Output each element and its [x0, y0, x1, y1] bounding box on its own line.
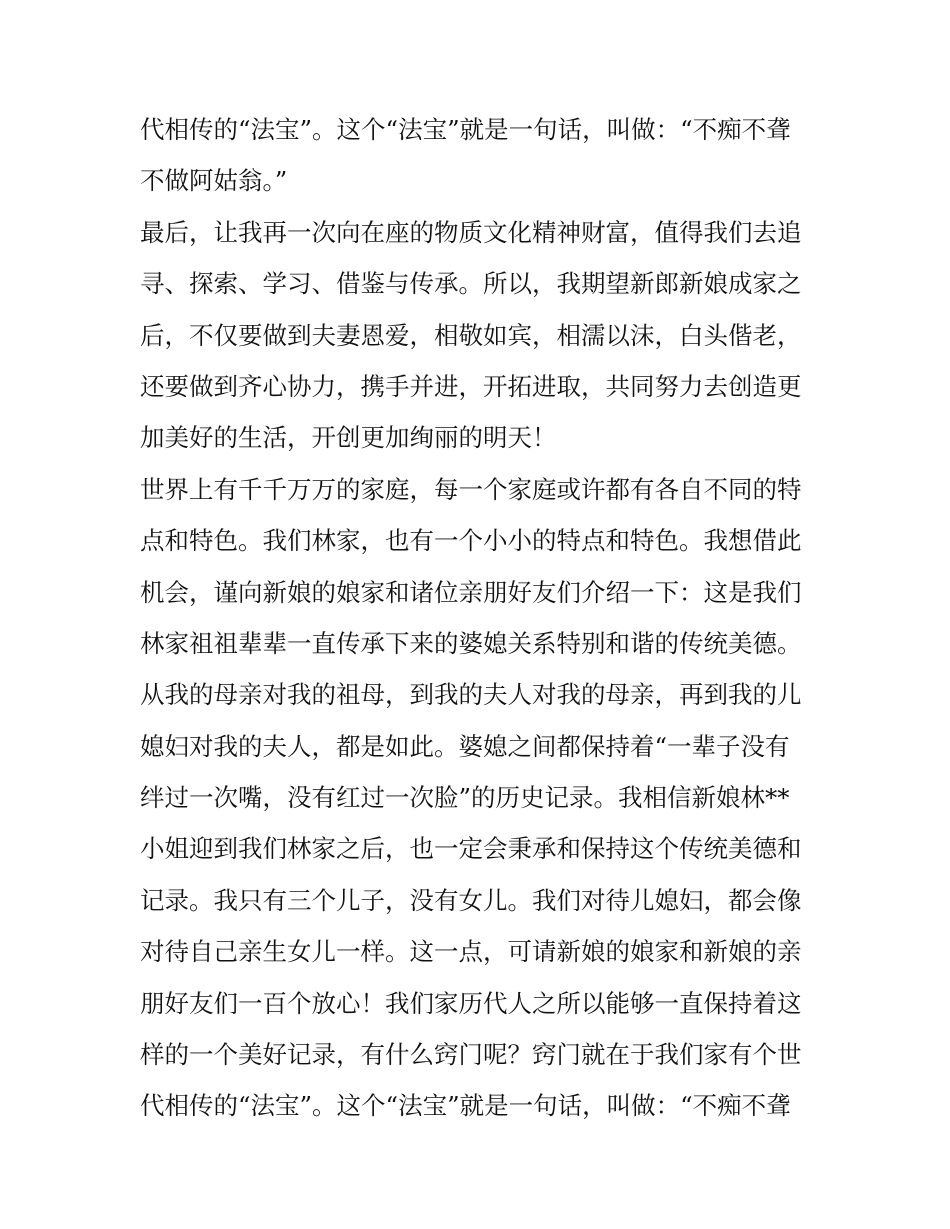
text-line: 还要做到齐心协力，携手并进，开拓进取，共同努力去创造更: [140, 371, 802, 401]
text-line: 样的一个美好记录，有什么窍门呢？窍门就在于我们家有个世: [140, 1040, 802, 1070]
text-line: 朋好友们一百个放心！我们家历代人之所以能够一直保持着这: [140, 988, 802, 1018]
text-line: 不做阿姑翁。”: [140, 166, 288, 196]
text-line: 加美好的生活，开创更加绚丽的明天！: [140, 423, 557, 453]
body-text: [140, 104, 830, 1132]
text-line: 后，不仅要做到夫妻恩爱，相敬如宾，相濡以沫，白头偕老，: [140, 320, 802, 350]
text-line: 最后，让我再一次向在座的物质文化精神财富，值得我们去追: [140, 217, 802, 247]
text-line: 寻、探索、学习、借鉴与传承。所以，我期望新郎新娘成家之: [140, 269, 802, 299]
text-line: 记录。我只有三个儿子，没有女儿。我们对待儿媳妇，都会像: [140, 885, 802, 915]
text-line: 绊过一次嘴，没有红过一次脸”的历史记录。我相信新娘林**: [140, 783, 790, 813]
text-line: 机会，谨向新娘的娘家和诸位亲朋好友们介绍一下：这是我们: [140, 577, 802, 607]
text-line: 从我的母亲对我的祖母，到我的夫人对我的母亲，再到我的儿: [140, 680, 802, 710]
text-line: 点和特色。我们林家，也有一个小小的特点和特色。我想借此: [140, 526, 802, 556]
text-line: 世界上有千千万万的家庭，每一个家庭或许都有各自不同的特: [140, 474, 802, 504]
text-line: 林家祖祖辈辈一直传承下来的婆媳关系特别和谐的传统美德。: [140, 628, 802, 658]
text-line: 代相传的“法宝”。这个“法宝”就是一句话，叫做：“不痴不聋: [140, 1091, 791, 1121]
text-line: 代相传的“法宝”。这个“法宝”就是一句话，叫做：“不痴不聋: [140, 115, 791, 144]
text-line: 对待自己亲生女儿一样。这一点，可请新娘的娘家和新娘的亲: [140, 937, 802, 967]
text-line: 媳妇对我的夫人，都是如此。婆媳之间都保持着“一辈子没有: [140, 731, 790, 761]
text-line: 小姐迎到我们林家之后，也一定会秉承和保持这个传统美德和: [140, 834, 802, 864]
